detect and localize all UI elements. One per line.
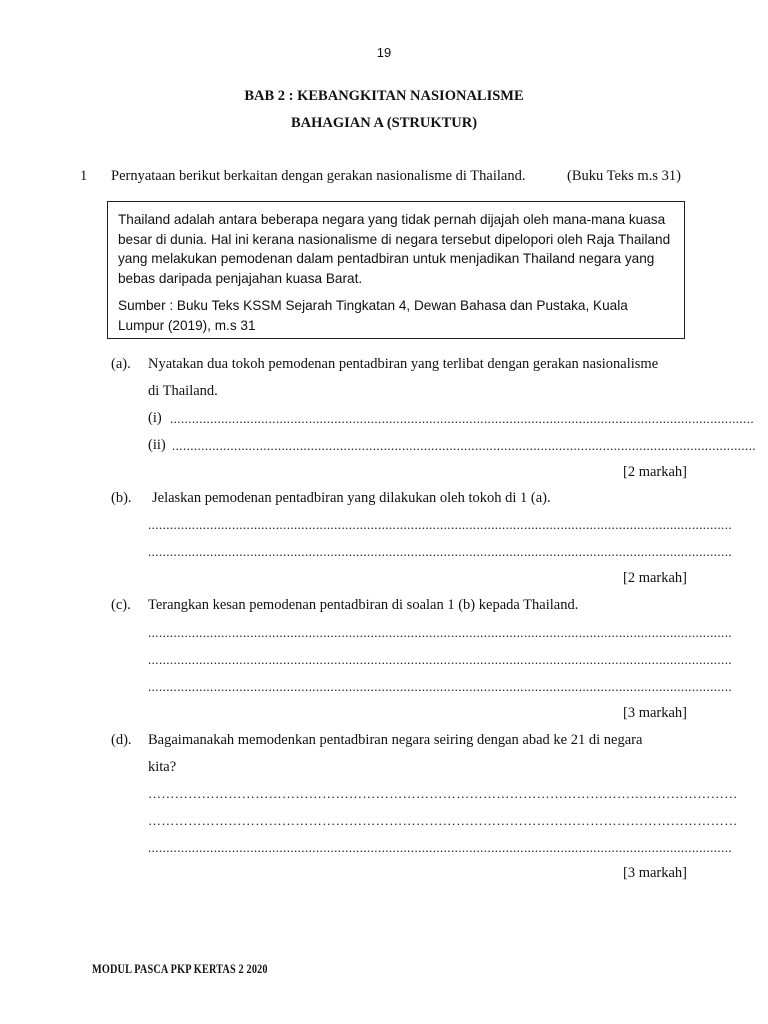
part-a-marks: [2 markah] (622, 464, 687, 480)
answer-line-a-i[interactable]: ................................................................................................................................................................ (170, 411, 754, 426)
answer-line-d-3[interactable]: ................................................................................................................................................................ (148, 840, 732, 855)
part-a-question-line2: di Thailand. (148, 383, 218, 399)
part-b-marks: [2 markah] (622, 570, 687, 586)
part-d-question-line2: kita? (148, 759, 177, 775)
answer-line-c-3[interactable]: ................................................................................................................................................................ (148, 679, 732, 694)
answer-line-d-1[interactable]: …………………………………………………………………………………………………………………… (148, 786, 738, 801)
source-passage-box (107, 201, 685, 339)
part-b-question: Jelaskan pemodenan pentadbiran yang dilakukan oleh tokoh di 1 (a). (152, 490, 551, 506)
part-b-label: (b). (111, 490, 132, 506)
part-c-marks: [3 markah] (622, 705, 687, 721)
part-d-marks: [3 markah] (622, 865, 687, 881)
question-number: 1 (80, 168, 88, 184)
answer-line-a-ii[interactable]: ................................................................................................................................................................ (172, 438, 756, 453)
part-a-question-line1: Nyatakan dua tokoh pemodenan pentadbiran yang terlibat dengan gerakan nasionalisme (148, 356, 659, 372)
section-title: BAHAGIAN A (STRUKTUR) (290, 115, 478, 131)
part-d-label: (d). (111, 732, 132, 748)
passage-source: Sumber : Buku Teks KSSM Sejarah Tingkatan 4, Dewan Bahasa dan Pustaka, Kuala Lumpur (2019), m.s 31 (118, 298, 628, 333)
part-a-label: (a). (111, 356, 131, 372)
textbook-reference: (Buku Teks m.s 31) (567, 168, 681, 184)
answer-line-b-2[interactable]: ................................................................................................................................................................ (148, 544, 732, 559)
chapter-title: BAB 2 : KEBANGKITAN NASIONALISME (244, 88, 524, 104)
part-c-question: Terangkan kesan pemodenan pentadbiran di soalan 1 (b) kepada Thailand. (148, 597, 579, 613)
part-a-item-i-label: (i) (148, 410, 162, 426)
answer-line-c-1[interactable]: ................................................................................................................................................................ (148, 625, 732, 640)
part-a-item-ii-label: (ii) (148, 437, 166, 453)
passage-text: Thailand adalah antara beberapa negara yang tidak pernah dijajah oleh mana-mana kuasa besar di dunia. Hal ini kerana nasionalisme di negara tersebut dipelopori oleh Raja Thailand yang melakukan pemodenan dalam pentadbiran untuk menjadikan Thailand negara yang bebas daripada penjajahan kuasa Barat. (118, 212, 671, 286)
answer-line-b-1[interactable]: ................................................................................................................................................................ (148, 517, 732, 532)
answer-line-d-2[interactable]: …………………………………………………………………………………………………………………… (148, 813, 738, 828)
question-stem: Pernyataan berikut berkaitan dengan gerakan nasionalisme di Thailand. (111, 168, 526, 184)
answer-line-c-2[interactable]: ................................................................................................................................................................ (148, 652, 732, 667)
footer-module-title: MODUL PASCA PKP KERTAS 2 2020 (92, 962, 268, 976)
part-d-question-line1: Bagaimanakah memodenkan pentadbiran negara seiring dengan abad ke 21 di negara (148, 732, 643, 748)
page-number: 19 (376, 45, 392, 60)
part-c-label: (c). (111, 597, 131, 613)
